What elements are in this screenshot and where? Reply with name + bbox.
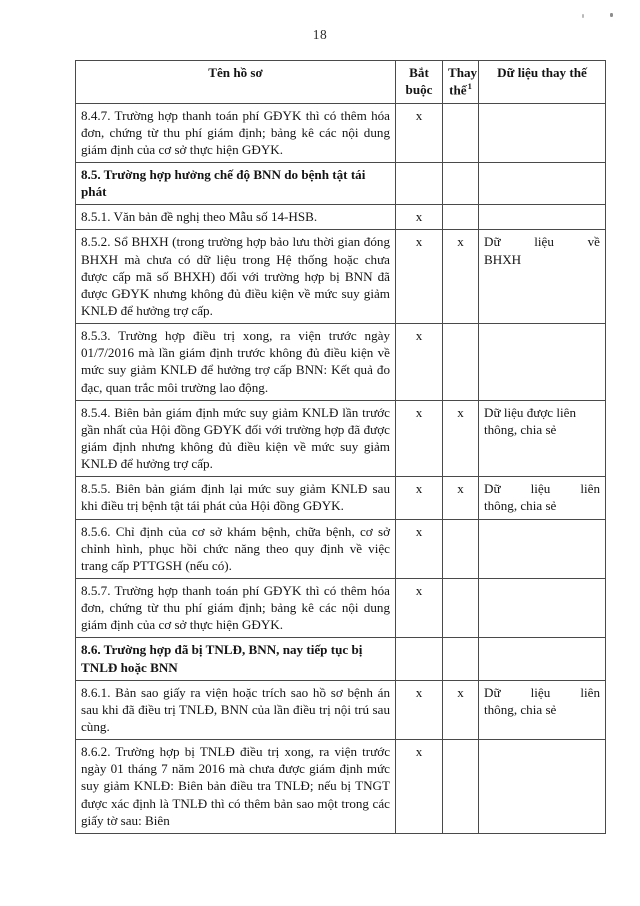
- table-row: [76, 740, 606, 834]
- replacement-mark: [443, 579, 479, 638]
- record-name: 8.5.7. Trường hợp thanh toán phí GĐYK thì có thêm hóa đơn, chứng từ thu phí giám định; bảng kê các nội dung giám định của cơ sở thực hiện GĐYK.: [76, 579, 396, 638]
- table-row: [76, 400, 606, 477]
- record-name: 8.4.7. Trường hợp thanh toán phí GĐYK thì có thêm hóa đơn, chứng từ thu phí giám định; bảng kê các nội dung giám định của cơ sở thực hiện GĐYK.: [76, 103, 396, 162]
- table-row: [76, 205, 606, 230]
- replacement-data: [479, 205, 606, 230]
- required-mark: [396, 163, 443, 205]
- table-row-heading: [76, 638, 606, 680]
- table-row: [76, 477, 606, 519]
- replacement-data-line: thông, chia sẻ: [484, 498, 557, 514]
- replacement-data-line: thông, chia sẻ: [484, 421, 557, 437]
- footnote-marker: 1: [467, 81, 472, 92]
- replacement-mark: [443, 638, 479, 680]
- replacement-data: [479, 324, 606, 401]
- page-number: 18: [312, 27, 328, 42]
- replacement-data: [479, 579, 606, 638]
- replacement-data: [479, 638, 606, 680]
- record-name: 8.6.2. Trường hợp bị TNLĐ điều trị xong, ra viện trước ngày 01 tháng 7 năm 2016 mà chưa được giám định mức suy giảm KNLĐ: Biên bản điều tra TNLĐ; nếu bị TNGT được xác định là TNLĐ thì có thêm bản sao một trong các giấy tờ sau: Biên: [76, 740, 396, 834]
- replacement-data: [479, 230, 606, 324]
- replacement-mark: [443, 519, 479, 578]
- replacement-mark: [443, 163, 479, 205]
- replacement-data: [479, 163, 606, 205]
- column-header-name: Tên hồ sơ: [76, 61, 396, 104]
- table-row: [76, 579, 606, 638]
- column-header-replacement: [443, 61, 479, 104]
- section-heading: 8.6. Trường hợp đã bị TNLĐ, BNN, nay tiếp tục bị TNLĐ hoặc BNN: [76, 638, 396, 680]
- replacement-data-line: thông, chia sẻ: [484, 701, 557, 717]
- replacement-mark: [443, 324, 479, 401]
- required-mark: x: [396, 579, 443, 638]
- replacement-mark: [443, 103, 479, 162]
- record-name: 8.5.5. Biên bản giám định lại mức suy giảm KNLĐ sau khi điều trị bệnh tật tái phát của Hội đồng GĐYK.: [76, 477, 396, 519]
- table-row: [76, 103, 606, 162]
- replacement-mark: [443, 740, 479, 834]
- replacement-data-line: BHXH: [484, 251, 522, 267]
- table-row: [76, 680, 606, 739]
- record-name: 8.5.4. Biên bản giám định mức suy giảm KNLĐ lần trước gần nhất của Hội đồng GĐYK đối với trường hợp đã được giám định nhưng không đủ điều kiện về mức suy giảm KNLĐ để hưởng trợ cấp.: [76, 400, 396, 477]
- table-row-heading: [76, 163, 606, 205]
- required-mark: x: [396, 740, 443, 834]
- scan-speckle-icon: [610, 13, 613, 17]
- record-name: 8.5.3. Trường hợp điều trị xong, ra viện trước ngày 01/7/2016 mà lần giám định trước không đủ điều kiện về mức suy giảm KNLĐ để hưởng trợ cấp BNN: Kết quả đo đạc, quan trắc môi trường lao động.: [76, 324, 396, 401]
- replacement-data-line: Dữ liệu liên: [484, 684, 600, 700]
- required-mark: x: [396, 324, 443, 401]
- column-header-replacement-data: Dữ liệu thay thế: [479, 61, 606, 104]
- replacement-data: [479, 519, 606, 578]
- replacement-data-line: Dữ liệu được liên: [484, 404, 577, 420]
- records-table: [75, 60, 606, 834]
- replacement-data-line: Dữ liệu về: [484, 234, 600, 250]
- column-header-replacement-label: Thay thế: [448, 65, 478, 98]
- table-row: [76, 324, 606, 401]
- record-name: 8.5.2. Sổ BHXH (trong trường hợp bảo lưu thời gian đóng BHXH mà chưa có dữ liệu trong Hệ thống hoặc chưa được cấp mã số BHXH) đối với trường hợp bị BNN đã được GĐYK nhưng không đủ điều kiện về mức suy giảm KNLĐ để hưởng trợ cấp.: [76, 230, 396, 324]
- table-body: [76, 103, 606, 833]
- replacement-mark: x: [443, 477, 479, 519]
- required-mark: x: [396, 519, 443, 578]
- replacement-data: [479, 400, 606, 477]
- table-row: [76, 519, 606, 578]
- table-header-row: [76, 61, 606, 104]
- replacement-mark: x: [443, 400, 479, 477]
- replacement-data: [479, 680, 606, 739]
- replacement-data: [479, 477, 606, 519]
- required-mark: x: [396, 680, 443, 739]
- replacement-mark: x: [443, 230, 479, 324]
- section-heading: 8.5. Trường hợp hưởng chế độ BNN do bệnh tật tái phát: [76, 163, 396, 205]
- record-name: 8.6.1. Bản sao giấy ra viện hoặc trích sao hồ sơ bệnh án sau khi đã điều trị TNLĐ, BNN của lần điều trị nội trú sau cùng.: [76, 680, 396, 739]
- required-mark: x: [396, 103, 443, 162]
- required-mark: x: [396, 477, 443, 519]
- replacement-data: [479, 740, 606, 834]
- required-mark: [396, 638, 443, 680]
- column-header-required: Bắt buộc: [396, 61, 443, 104]
- required-mark: x: [396, 205, 443, 230]
- record-name: 8.5.6. Chỉ định của cơ sở khám bệnh, chữa bệnh, cơ sở chỉnh hình, phục hồi chức năng theo quy định về việc trang cấp PTTGSH (nếu có).: [76, 519, 396, 578]
- replacement-mark: x: [443, 680, 479, 739]
- scan-speckle-icon: [582, 14, 584, 18]
- replacement-mark: [443, 205, 479, 230]
- table-row: [76, 230, 606, 324]
- required-mark: x: [396, 400, 443, 477]
- required-mark: x: [396, 230, 443, 324]
- record-name: 8.5.1. Văn bản đề nghị theo Mẫu số 14-HSB.: [76, 205, 396, 230]
- replacement-data: [479, 103, 606, 162]
- replacement-data-line: Dữ liệu liên: [484, 481, 600, 497]
